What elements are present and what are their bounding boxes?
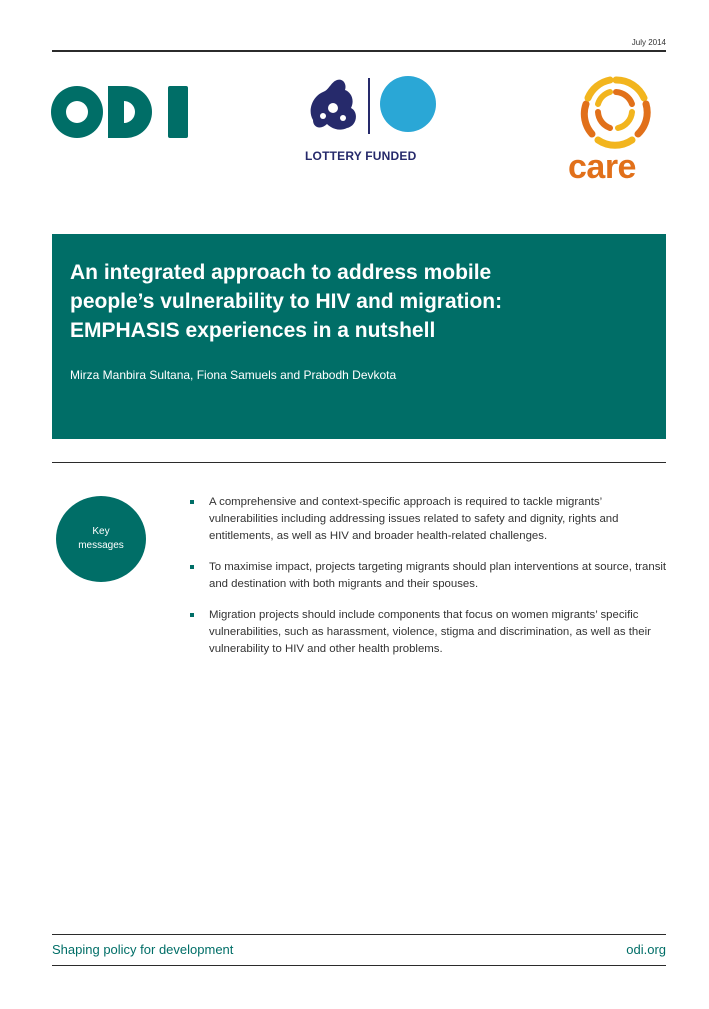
key-messages-label-line2: messages xyxy=(78,540,124,551)
lottery-funded-label: LOTTERY FUNDED xyxy=(305,149,417,163)
footer-site-link[interactable]: odi.org xyxy=(626,942,666,957)
list-item-text: A comprehensive and context-specific approach is required to tackle migrants’ vulnerabilities including addressing issues related to safety and dignity, rights and entitlements, as well as HIV and broader health-related challenges. xyxy=(209,496,619,542)
list-item-text: Migration projects should include components that focus on women migrants’ specific vulnerabilities, such as harassment, violence, stigma and discrimination, as well as their vulnerability to HIV and other health problems. xyxy=(209,609,651,655)
footer-tagline: Shaping policy for development xyxy=(52,942,234,957)
key-messages-badge xyxy=(56,496,146,582)
list-item xyxy=(190,607,670,658)
section-rule xyxy=(52,462,666,463)
footer-rule-top xyxy=(52,934,666,935)
title-line: people’s vulnerability to HIV and migration: xyxy=(70,290,503,313)
title-line: An integrated approach to address mobile xyxy=(70,261,492,284)
bullet-icon xyxy=(190,565,194,569)
bullet-icon xyxy=(190,500,194,504)
key-messages-label-line1: Key xyxy=(92,526,110,537)
list-item-text: To maximise impact, projects targeting migrants should plan interventions at source, transit and destination with both migrants and their spouses. xyxy=(209,561,667,590)
list-item xyxy=(190,494,670,545)
publication-date: July 2014 xyxy=(631,38,666,47)
list-item xyxy=(190,559,670,593)
bullet-icon xyxy=(190,613,194,617)
authors: Mirza Manbira Sultana, Fiona Samuels and Prabodh Devkota xyxy=(70,368,397,382)
top-rule xyxy=(52,50,666,52)
care-wordmark: care xyxy=(568,148,636,186)
document-title xyxy=(70,258,650,345)
title-line: EMPHASIS experiences in a nutshell xyxy=(70,319,436,342)
footer-rule-bottom xyxy=(52,965,666,966)
odi-logo xyxy=(50,82,192,142)
key-messages-list xyxy=(190,494,670,672)
